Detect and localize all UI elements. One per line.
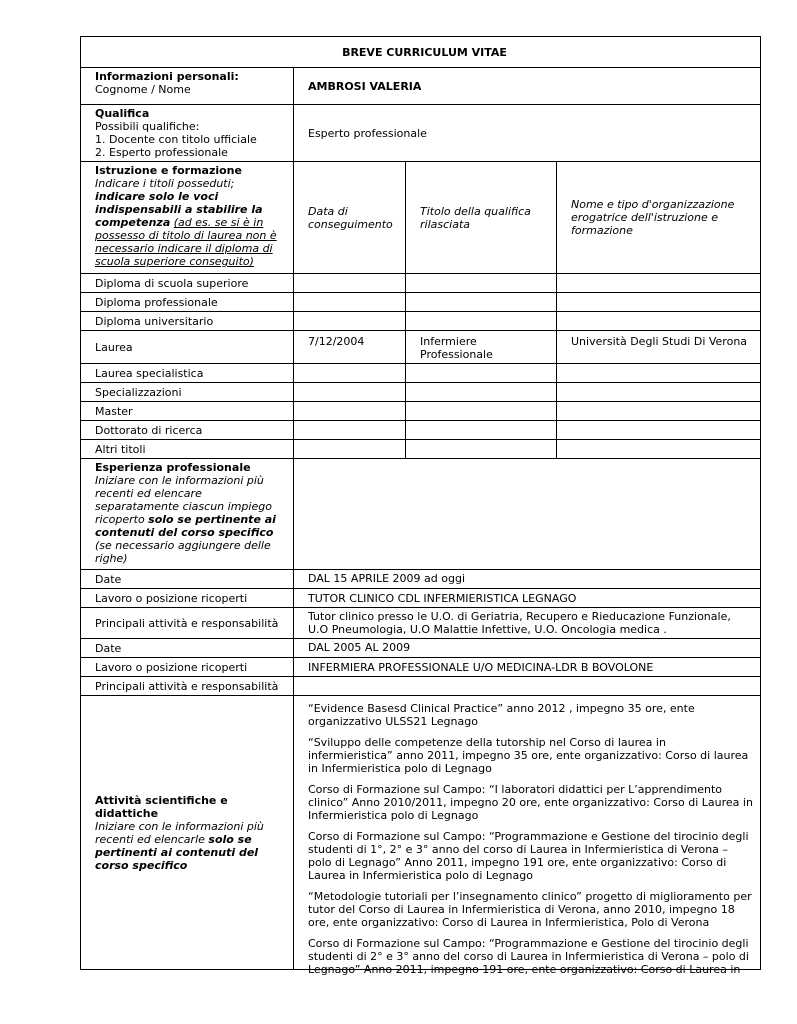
col-header-titolo: Titolo della qualifica rilasciata — [406, 162, 557, 274]
esperienza-label — [81, 459, 294, 570]
attivita-note: Iniziare con le informazioni più recenti ed elencarle — [95, 819, 264, 846]
table-row — [81, 589, 761, 608]
table-row — [81, 383, 761, 402]
attivita-list — [294, 696, 761, 976]
personal-info-label — [81, 68, 294, 105]
list-item: Corso di Formazione sul Campo: “I laboratori didattici per L’apprendimento clinico” Anno 2010/2011, impegno 20 ore, ente organizzativo: Corso di Laurea in Infermieristica polo di Legnago — [308, 783, 753, 822]
titolo-ente — [557, 383, 761, 402]
titolo-qualifica — [406, 402, 557, 421]
lavoro-value: DAL 15 APRILE 2009 ad oggi — [294, 570, 761, 589]
col-header-ente: Nome e tipo d'organizzazione erogatrice dell'istruzione e formazione — [557, 162, 761, 274]
lavoro-label: Lavoro o posizione ricoperti — [81, 589, 294, 608]
qualifica-line: 2. Esperto professionale — [95, 146, 228, 159]
titolo-label: Laurea specialistica — [81, 364, 294, 383]
table-row — [81, 421, 761, 440]
titolo-data — [294, 274, 406, 293]
lavoro-value: DAL 2005 AL 2009 — [294, 639, 761, 658]
table-row — [81, 402, 761, 421]
attivita-note-bold: solo se pertinenti ai contenuti del corso specifico — [95, 832, 259, 872]
table-row — [81, 312, 761, 331]
table-row — [81, 677, 761, 696]
table-row — [81, 331, 761, 364]
lavoro-label: Lavoro o posizione ricoperti — [81, 658, 294, 677]
lavoro-label: Principali attività e responsabilità — [81, 608, 294, 639]
lavoro-value: INFERMIERA PROFESSIONALE U/O MEDICINA-LDR B BOVOLONE — [294, 658, 761, 677]
titolo-qualifica: Infermiere Professionale — [406, 331, 557, 364]
titolo-data — [294, 383, 406, 402]
titolo-qualifica — [406, 383, 557, 402]
list-item: “Evidence Basesd Clinical Practice” anno 2012 , impegno 35 ore, ente organizzativo ULSS21 Legnago — [308, 702, 695, 728]
titolo-data — [294, 293, 406, 312]
personal-name-value: AMBROSI VALERIA — [294, 68, 761, 105]
qualifica-line: Possibili qualifiche: — [95, 120, 200, 133]
istruzione-note: Indicare i titoli posseduti; — [95, 177, 235, 190]
titolo-data — [294, 421, 406, 440]
titolo-label: Diploma universitario — [81, 312, 294, 331]
esperienza-value — [294, 459, 761, 570]
table-row — [81, 274, 761, 293]
titolo-ente — [557, 364, 761, 383]
cv-table — [80, 36, 761, 976]
titolo-data — [294, 312, 406, 331]
titolo-label: Dottorato di ricerca — [81, 421, 294, 440]
esperienza-heading: Esperienza professionale — [95, 461, 251, 474]
attivita-label — [81, 696, 294, 970]
list-item: Corso di Formazione sul Campo: “Programmazione e Gestione del tirocinio degli studenti di 2° e 3° anno del corso di Laurea in Infermieristica di Verona – polo di Legnago” Anno 2011, impegno 191 ore, ente organizzativo: Corso di Laurea in — [308, 937, 749, 976]
titolo-ente — [557, 421, 761, 440]
lavoro-label: Date — [81, 570, 294, 589]
titolo-label: Altri titoli — [81, 440, 294, 459]
istruzione-note-bold: indicare solo le voci indispensabili a stabilire la competenza — [95, 190, 263, 229]
istruzione-note-underline: (ad es. se si è in possesso di titolo di laurea non è necessario indicare il diploma di scuola superiore conseguito) — [95, 216, 277, 268]
document-title: BREVE CURRICULUM VITAE — [81, 37, 761, 68]
titolo-ente — [557, 402, 761, 421]
titolo-label: Laurea — [81, 331, 294, 364]
personal-info-sub: Cognome / Nome — [95, 83, 191, 96]
titolo-label: Diploma professionale — [81, 293, 294, 312]
personal-info-heading: Informazioni personali: — [95, 70, 239, 83]
esperienza-note-tail: (se necessario aggiungere delle righe) — [95, 539, 271, 565]
lavoro-value — [294, 677, 761, 696]
titolo-data — [294, 364, 406, 383]
titolo-qualifica — [406, 440, 557, 459]
table-row — [81, 658, 761, 677]
istruzione-label — [81, 162, 294, 274]
lavoro-value: TUTOR CLINICO CDL INFERMIERISTICA LEGNAGO — [294, 589, 761, 608]
titolo-qualifica — [406, 364, 557, 383]
titolo-ente — [557, 293, 761, 312]
table-row — [81, 570, 761, 589]
titolo-data: 7/12/2004 — [294, 331, 406, 364]
table-row — [81, 440, 761, 459]
esperienza-note-bold: solo se pertinente ai contenuti del corso specifico — [95, 513, 276, 539]
attivita-heading: Attività scientifiche e didattiche — [95, 793, 228, 820]
titolo-qualifica — [406, 421, 557, 440]
titolo-ente: Università Degli Studi Di Verona — [557, 331, 761, 364]
qualifica-label — [81, 105, 294, 162]
col-header-data: Data di conseguimento — [294, 162, 406, 274]
titolo-qualifica — [406, 274, 557, 293]
titolo-data — [294, 402, 406, 421]
qualifica-line: 1. Docente con titolo ufficiale — [95, 133, 257, 146]
titolo-qualifica — [406, 293, 557, 312]
qualifica-value: Esperto professionale — [294, 105, 761, 162]
istruzione-heading: Istruzione e formazione — [95, 164, 242, 177]
titolo-ente — [557, 312, 761, 331]
esperienza-note: Iniziare con le informazioni più recenti ed elencare separatamente ciascun impiego ricoperto — [95, 474, 272, 526]
table-row — [81, 639, 761, 658]
lavoro-label: Date — [81, 639, 294, 658]
list-item: “Sviluppo delle competenze della tutorship nel Corso di laurea in infermieristica” anno 2011, impegno 35 ore, ente organizzativo: Corso di laurea in Infermieristica polo di Legnago — [308, 736, 749, 775]
qualifica-heading: Qualifica — [95, 107, 150, 120]
lavoro-value: Tutor clinico presso le U.O. di Geriatria, Recupero e Rieducazione Funzionale, U.O Pneumologia, U.O Malattie Infettive, U.O. Oncologia medica . — [294, 608, 761, 639]
list-item: Corso di Formazione sul Campo: “Programmazione e Gestione del tirocinio degli studenti di 1°, 2° e 3° anno del corso di Laurea in Infermieristica di Verona – polo di Legnago” Anno 2011, impegno 191 ore, ente organizzativo: Corso di Laurea in Infermieristica polo di Legnago — [308, 830, 749, 882]
list-item: “Metodologie tutoriali per l’insegnamento clinico” progetto di miglioramento per tutor del Corso di Laurea in Infermieristica di Verona, anno 2010, impegno 18 ore, ente organizzativo: Corso di Laurea in Infermieristica, Polo di Verona — [308, 890, 752, 929]
table-row — [81, 364, 761, 383]
titolo-ente — [557, 440, 761, 459]
table-row — [81, 608, 761, 639]
titolo-label: Master — [81, 402, 294, 421]
titolo-label: Specializzazioni — [81, 383, 294, 402]
table-row — [81, 293, 761, 312]
lavoro-label: Principali attività e responsabilità — [81, 677, 294, 696]
titolo-label: Diploma di scuola superiore — [81, 274, 294, 293]
titolo-qualifica — [406, 312, 557, 331]
titolo-ente — [557, 274, 761, 293]
titolo-data — [294, 440, 406, 459]
